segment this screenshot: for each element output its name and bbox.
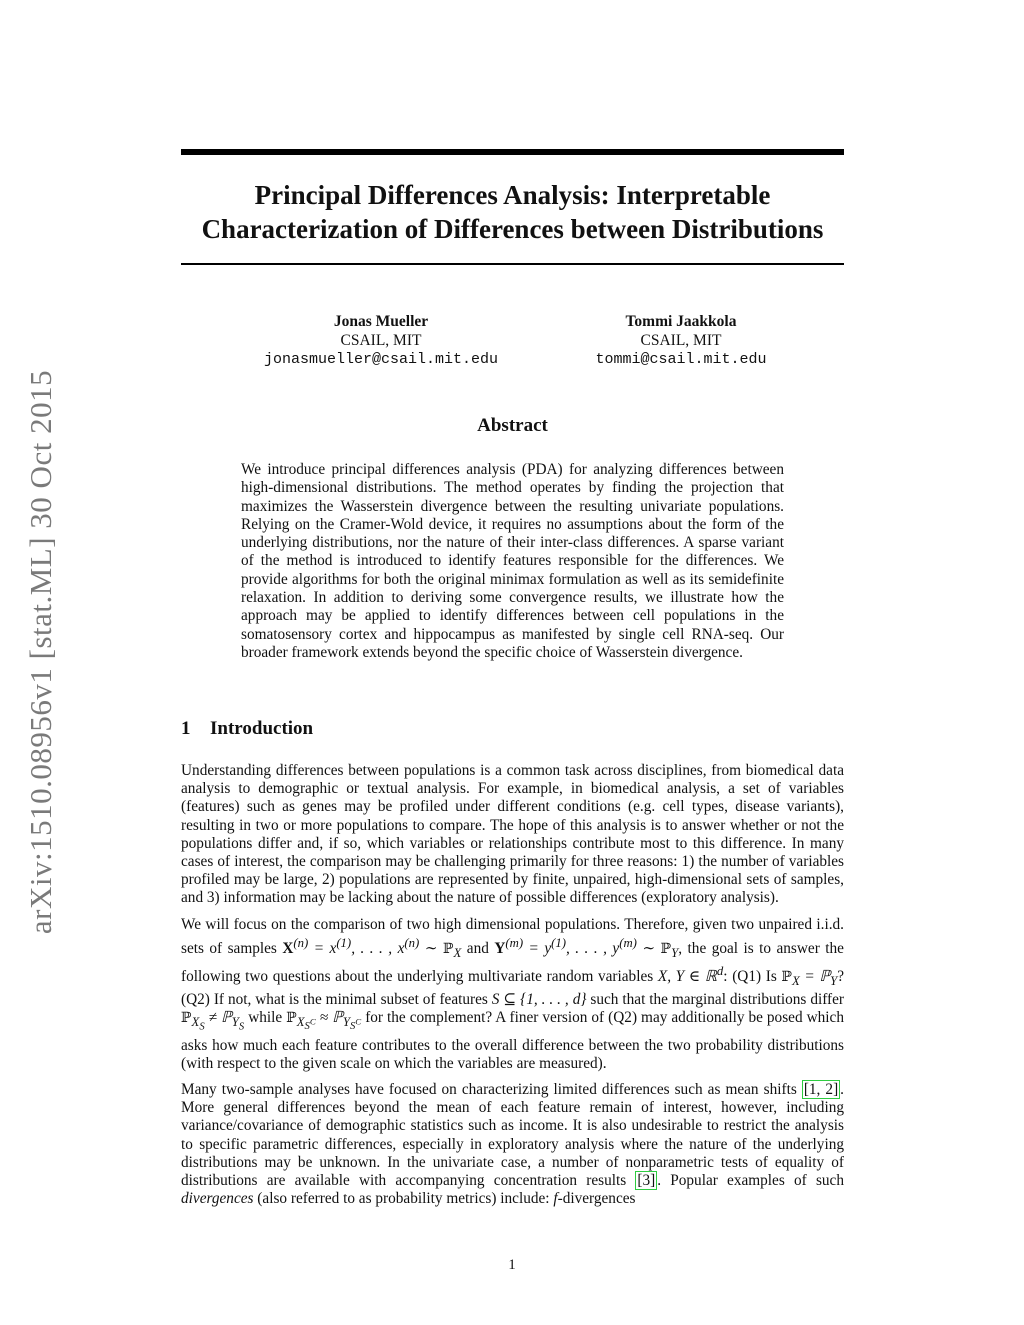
page-number: 1 xyxy=(508,1257,516,1273)
title-line-2: Characterization of Differences between Distributions xyxy=(201,214,824,244)
math-random-variables: X, Y ∈ ℝ$^d$ xyxy=(657,964,724,986)
text-run: . More general differences beyond the mean of each feature remain of interest, however, including variance/covariance of demographic statistics such as income. It is also undesirable to restrict the analysis to specific parametric differences, especially in exploratory analysis where the nature of the underlying distributions may be unknown. In the univariate case, a number of nonparametric tests of equality of distributions are available with accompanying concentration results xyxy=(181,1080,844,1189)
citation-link[interactable]: [3] xyxy=(637,1171,656,1189)
text-run: (also referred to as probability metrics) include: xyxy=(253,1190,554,1208)
paragraph-2 xyxy=(181,916,844,1073)
citation-link[interactable]: [1, 2] xyxy=(803,1080,839,1098)
math-y-samples: $Y^{(m)} = y^{(1)}$, . . . , $y^{(m)}$ ∼ ℙ$_Y$ xyxy=(494,935,679,960)
text-run: for the complement? A finer version of (Q2) may additionally be posed which asks how much each feature contributes to the overall difference between the two probability distributions (with respect to the given scale on which the variables are measured). xyxy=(181,1008,844,1072)
math-feature-subset: S ⊆ {1, . . . , d} xyxy=(491,990,587,1008)
text-run: -divergences xyxy=(557,1190,636,1208)
text-run: , the goal is to answer the following two questions about the underlying multivariate random variables xyxy=(181,939,844,986)
author-name: Jonas Mueller xyxy=(333,313,429,330)
section-number: 1 xyxy=(181,718,191,739)
text-run: We will focus on the comparison of two high dimensional populations. Therefore, given two unpaired i.i.d. sets of samples xyxy=(181,915,844,957)
author-email[interactable]: tommi@csail.mit.edu xyxy=(595,351,767,368)
title-line-1: Principal Differences Analysis: Interpretable xyxy=(254,180,771,210)
paragraph-1: Understanding differences between populations is a common task across disciplines, from biomedical data analysis to demographic or textual analysis. For example, in biomedical analysis, a set of variables (features) such as genes may be profiled under different conditions (e.g. cell types, disease variants), resulting in two or more populations to compare. The hope of this analysis is to answer whether or not the populations differ and, if so, which variables or relationships contribute most to this difference. In many cases of interest, the comparison may be challenging primarily for three reasons: 1) the number of variables profiled may be large, 2) populations are represented by finite, unpaired, high-dimensional sets of samples, and 3) information may be lacking about the nature of possible differences (exploratory analysis). xyxy=(181,762,844,907)
text-run: while xyxy=(244,1008,287,1026)
math-x-samples: $X^{(n)} = x^{(1)}$, . . . , $x^{(n)}$ ∼ ℙ$_X$ xyxy=(282,935,462,960)
paragraph-3 xyxy=(181,1081,844,1208)
introduction-body xyxy=(181,762,844,1216)
section-heading-introduction xyxy=(181,718,313,740)
text-run: ? (Q2) If not, what is the minimal subset of features xyxy=(181,968,845,1008)
emphasis-divergences: divergences xyxy=(181,1190,254,1208)
arxiv-id: arXiv:1510.08956v1 [stat.ML] 30 Oct 2015 xyxy=(23,369,58,935)
title-top-rule xyxy=(181,149,844,155)
abstract-heading: Abstract xyxy=(477,415,548,436)
author-affiliation: CSAIL, MIT xyxy=(640,332,722,349)
text-run: such that the marginal distributions differ xyxy=(586,990,845,1008)
paper-title xyxy=(181,178,844,246)
author-name: Tommi Jaakkola xyxy=(625,313,737,330)
author-block-1 xyxy=(231,312,531,369)
math-marginal-differ: ℙ$_{X_S}$ ≠ ℙ$_{Y_S}$ xyxy=(181,1008,245,1033)
title-bottom-rule xyxy=(181,263,844,265)
text-run: Many two-sample analyses have focused on characterizing limited differences such as mean shifts xyxy=(181,1080,802,1098)
section-title: Introduction xyxy=(210,718,314,739)
arxiv-stamp xyxy=(14,350,68,954)
math-q1: ℙ$_X$ = ℙ$_Y$ xyxy=(781,968,838,989)
text-run: : (Q1) Is xyxy=(723,968,782,986)
text-run: and xyxy=(461,939,495,957)
author-email[interactable]: jonasmueller@csail.mit.edu xyxy=(263,351,499,368)
author-block-2 xyxy=(531,312,831,369)
math-complement: ℙ$_{X_{S^C}}$ ≈ ℙ$_{Y_{S^C}}$ xyxy=(286,1008,362,1033)
author-affiliation: CSAIL, MIT xyxy=(340,332,422,349)
abstract-text: We introduce principal differences analysis (PDA) for analyzing differences between high-dimensional distributions. The method operates by finding the projection that maximizes the Wasserstein divergence between the resulting univariate populations. Relying on the Cramer-Wold device, it requires no assumptions about the form of the underlying distributions, nor the nature of their inter-class differences. A sparse variant of the method is introduced to identify features responsible for the differences. We provide algorithms for both the original minimax formulation as well as its semidefinite relaxation. In addition to deriving some convergence results, we illustrate how the approach may be applied to identify differences between cell populations in the somatosensory cortex and hippocampus as manifested by single cell RNA-seq. Our broader framework extends beyond the specific choice of Wasserstein divergence. xyxy=(241,461,784,661)
text-run: . Popular examples of such xyxy=(657,1171,844,1189)
math-f: f xyxy=(553,1190,558,1208)
